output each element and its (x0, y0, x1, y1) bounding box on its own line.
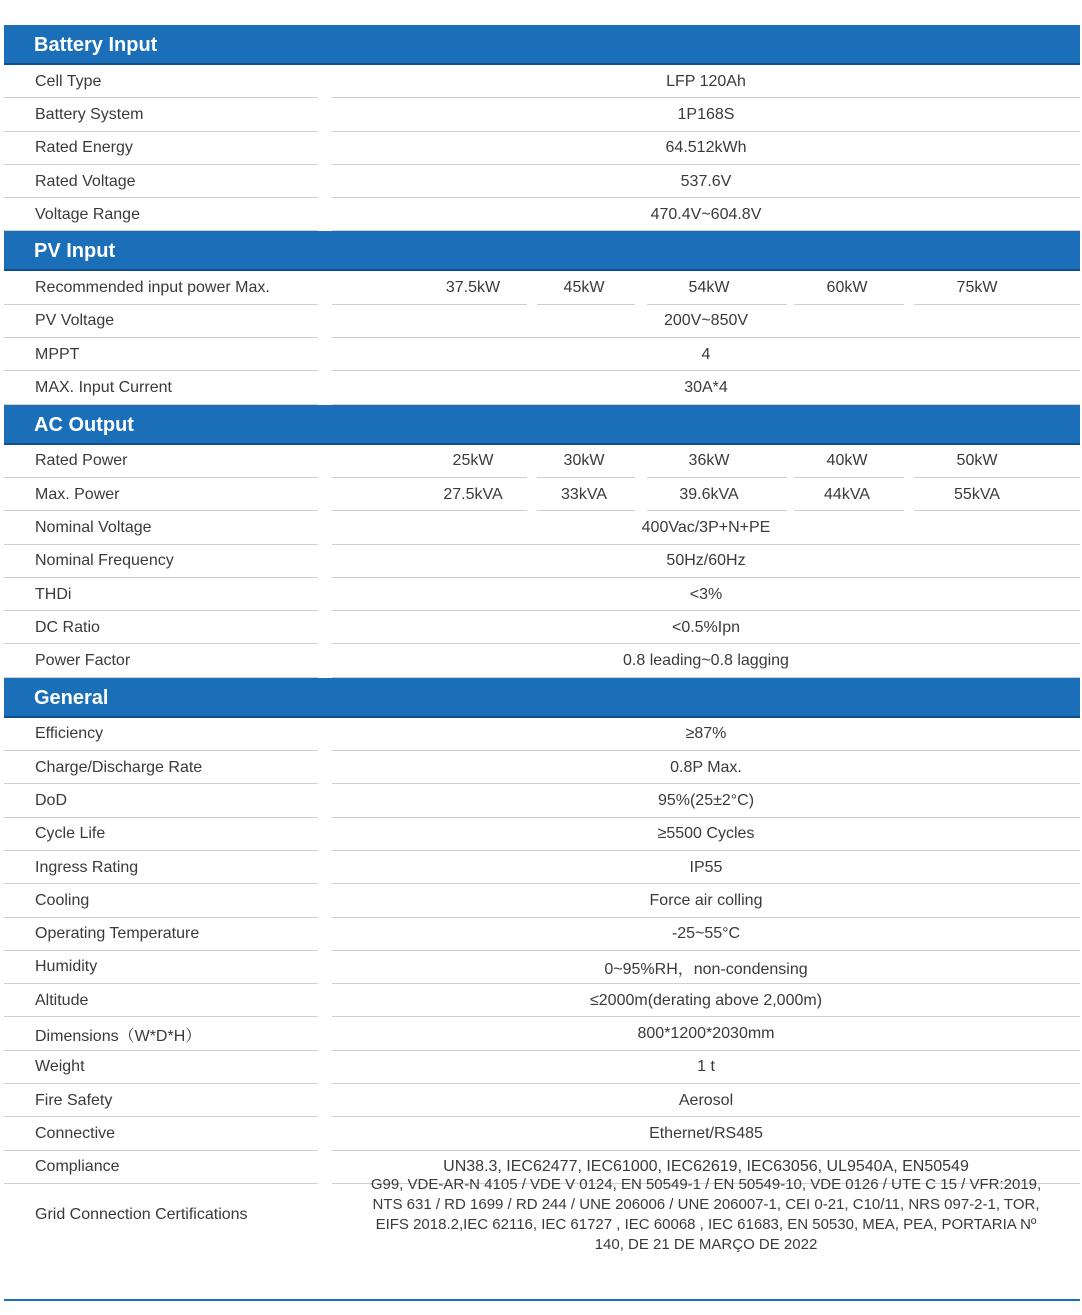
spec-value-columns (332, 478, 1080, 511)
spec-value: 1P168S (677, 105, 735, 123)
spec-value: 1 t (697, 1058, 715, 1076)
spec-row (4, 751, 1080, 784)
spec-label: Dimensions（W*D*H） (35, 1027, 202, 1045)
spec-label: Compliance (35, 1158, 120, 1176)
spec-label: Voltage Range (35, 205, 140, 223)
spec-value: 64.512kWh (665, 139, 747, 157)
spec-value: IP55 (689, 858, 723, 876)
spec-value: -25~55°C (671, 925, 741, 943)
spec-row (4, 271, 1080, 304)
spec-row (4, 445, 1080, 478)
spec-label: Fire Safety (35, 1091, 113, 1109)
spec-label: PV Voltage (35, 312, 115, 330)
spec-value-cell: 27.5kVA (443, 485, 503, 503)
spec-label: Rated Energy (35, 139, 133, 157)
spec-row (4, 132, 1080, 165)
spec-label: Humidity (35, 958, 98, 976)
spec-value-cell: 44kVA (824, 485, 870, 503)
bottom-rule (4, 1299, 1080, 1301)
spec-label: Efficiency (35, 725, 104, 743)
spec-row (4, 851, 1080, 884)
spec-label: THDi (35, 585, 72, 603)
spec-row (4, 305, 1080, 338)
spec-value-cell: 54kW (688, 279, 730, 297)
spec-row (4, 984, 1080, 1017)
spec-row (4, 578, 1080, 611)
row-divider (4, 230, 318, 231)
spec-value: <0.5%Ipn (671, 618, 741, 636)
spec-value: 800*1200*2030mm (637, 1025, 775, 1043)
spec-value: 400Vac/3P+N+PE (641, 518, 771, 536)
spec-value: 470.4V~604.8V (650, 205, 762, 223)
spec-value: Aerosol (678, 1091, 734, 1109)
spec-value: 0.8 leading~0.8 lagging (623, 652, 789, 670)
spec-row (4, 1017, 1080, 1050)
spec-label: Rated Voltage (35, 172, 136, 190)
spec-value-cell: 33kVA (561, 485, 607, 503)
spec-row (4, 198, 1080, 231)
spec-label: DC Ratio (35, 618, 100, 636)
spec-value: 0.8P Max. (670, 758, 742, 776)
spec-row (4, 784, 1080, 817)
spec-value-cell: 45kW (563, 279, 605, 297)
spec-label: Nominal Frequency (35, 552, 174, 570)
spec-value: Ethernet/RS485 (649, 1124, 763, 1142)
spec-value: <3% (689, 585, 723, 603)
spec-value-cell: 55kVA (954, 485, 1000, 503)
spec-label: Max. Power (35, 485, 120, 503)
spec-row (4, 545, 1080, 578)
spec-value-cell: 39.6kVA (679, 485, 739, 503)
section-header: PV Input (4, 231, 1080, 271)
spec-sheet (4, 25, 1080, 1254)
spec-label: MAX. Input Current (35, 379, 172, 397)
spec-value-cell: 75kW (956, 279, 998, 297)
spec-label: Grid Connection Certifications (35, 1206, 248, 1224)
spec-row (4, 818, 1080, 851)
spec-value: 50Hz/60Hz (666, 552, 746, 570)
spec-label: DoD (35, 791, 68, 809)
spec-label: Rated Power (35, 452, 128, 470)
spec-row (4, 884, 1080, 917)
spec-label: Charge/Discharge Rate (35, 758, 203, 776)
spec-value-columns (332, 445, 1080, 478)
spec-row (4, 98, 1080, 131)
spec-row (4, 65, 1080, 98)
spec-value: 200V~850V (663, 312, 749, 330)
spec-label: Operating Temperature (35, 925, 200, 943)
spec-row (4, 611, 1080, 644)
spec-value: ≤2000m(derating above 2,000m) (589, 991, 823, 1009)
spec-value: 30A*4 (684, 379, 728, 397)
spec-label: Nominal Voltage (35, 518, 152, 536)
spec-row (4, 951, 1080, 984)
spec-value: 4 (701, 345, 711, 363)
spec-value: 0~95%RH，non-condensing (604, 960, 808, 978)
spec-value: UN38.3, IEC62477, IEC61000, IEC62619, IEC63056, UL9540A, EN50549 (443, 1158, 969, 1176)
spec-row (4, 338, 1080, 371)
spec-label: Weight (35, 1058, 85, 1076)
spec-row (4, 511, 1080, 544)
spec-value: 95%(25±2°C) (657, 791, 755, 809)
spec-label: Recommended input power Max. (35, 279, 270, 297)
spec-row (4, 371, 1080, 404)
spec-label: Power Factor (35, 652, 131, 670)
spec-value: ≥5500 Cycles (657, 825, 755, 843)
row-divider (4, 404, 318, 405)
spec-row (4, 1051, 1080, 1084)
section-header: General (4, 678, 1080, 718)
spec-label: Cycle Life (35, 825, 106, 843)
section-header: Battery Input (4, 25, 1080, 65)
spec-value-cell: 60kW (826, 279, 868, 297)
row-divider (4, 677, 318, 678)
spec-value: G99, VDE-AR-N 4105 / VDE V 0124, EN 50549-1 / EN 50549-10, VDE 0126 / UTE C 15 / VFR:2019, NTS 631 / RD 1699 / RD 244 / UNE 206006 / UNE 206007-1, CEI 0-21, C10/11, NRS 097-2-1, TOR, EIFS 2018.2,IEC 62116, IEC 61727 , IEC 60068 , IEC 61683, EN 50530, MEA, PEA, PORTARIA Nº 140, DE 21 DE MARÇO DE 2022 (370, 1176, 1042, 1254)
section-header: AC Output (4, 405, 1080, 445)
spec-label: Ingress Rating (35, 858, 139, 876)
spec-value-cell: 50kW (956, 452, 998, 470)
spec-value-cell: 30kW (563, 452, 605, 470)
spec-value-cell: 40kW (826, 452, 868, 470)
spec-value-columns (332, 271, 1080, 304)
spec-row (4, 478, 1080, 511)
spec-label: Battery System (35, 105, 144, 123)
spec-value-cell: 37.5kW (445, 279, 501, 297)
spec-label: Connective (35, 1124, 116, 1142)
spec-value-cell: 25kW (452, 452, 494, 470)
spec-row (4, 718, 1080, 751)
spec-row (4, 165, 1080, 198)
spec-label: MPPT (35, 345, 80, 363)
spec-value-cell: 36kW (688, 452, 730, 470)
spec-row (4, 1176, 1080, 1254)
spec-value: 537.6V (680, 172, 732, 190)
spec-label: Cell Type (35, 72, 102, 90)
spec-row (4, 1084, 1080, 1117)
spec-row (4, 644, 1080, 677)
spec-value: LFP 120Ah (666, 72, 746, 90)
spec-row (4, 918, 1080, 951)
spec-value: Force air colling (649, 891, 763, 909)
spec-row (4, 1117, 1080, 1150)
spec-label: Altitude (35, 991, 89, 1009)
spec-label: Cooling (35, 891, 90, 909)
spec-value: ≥87% (685, 725, 727, 743)
